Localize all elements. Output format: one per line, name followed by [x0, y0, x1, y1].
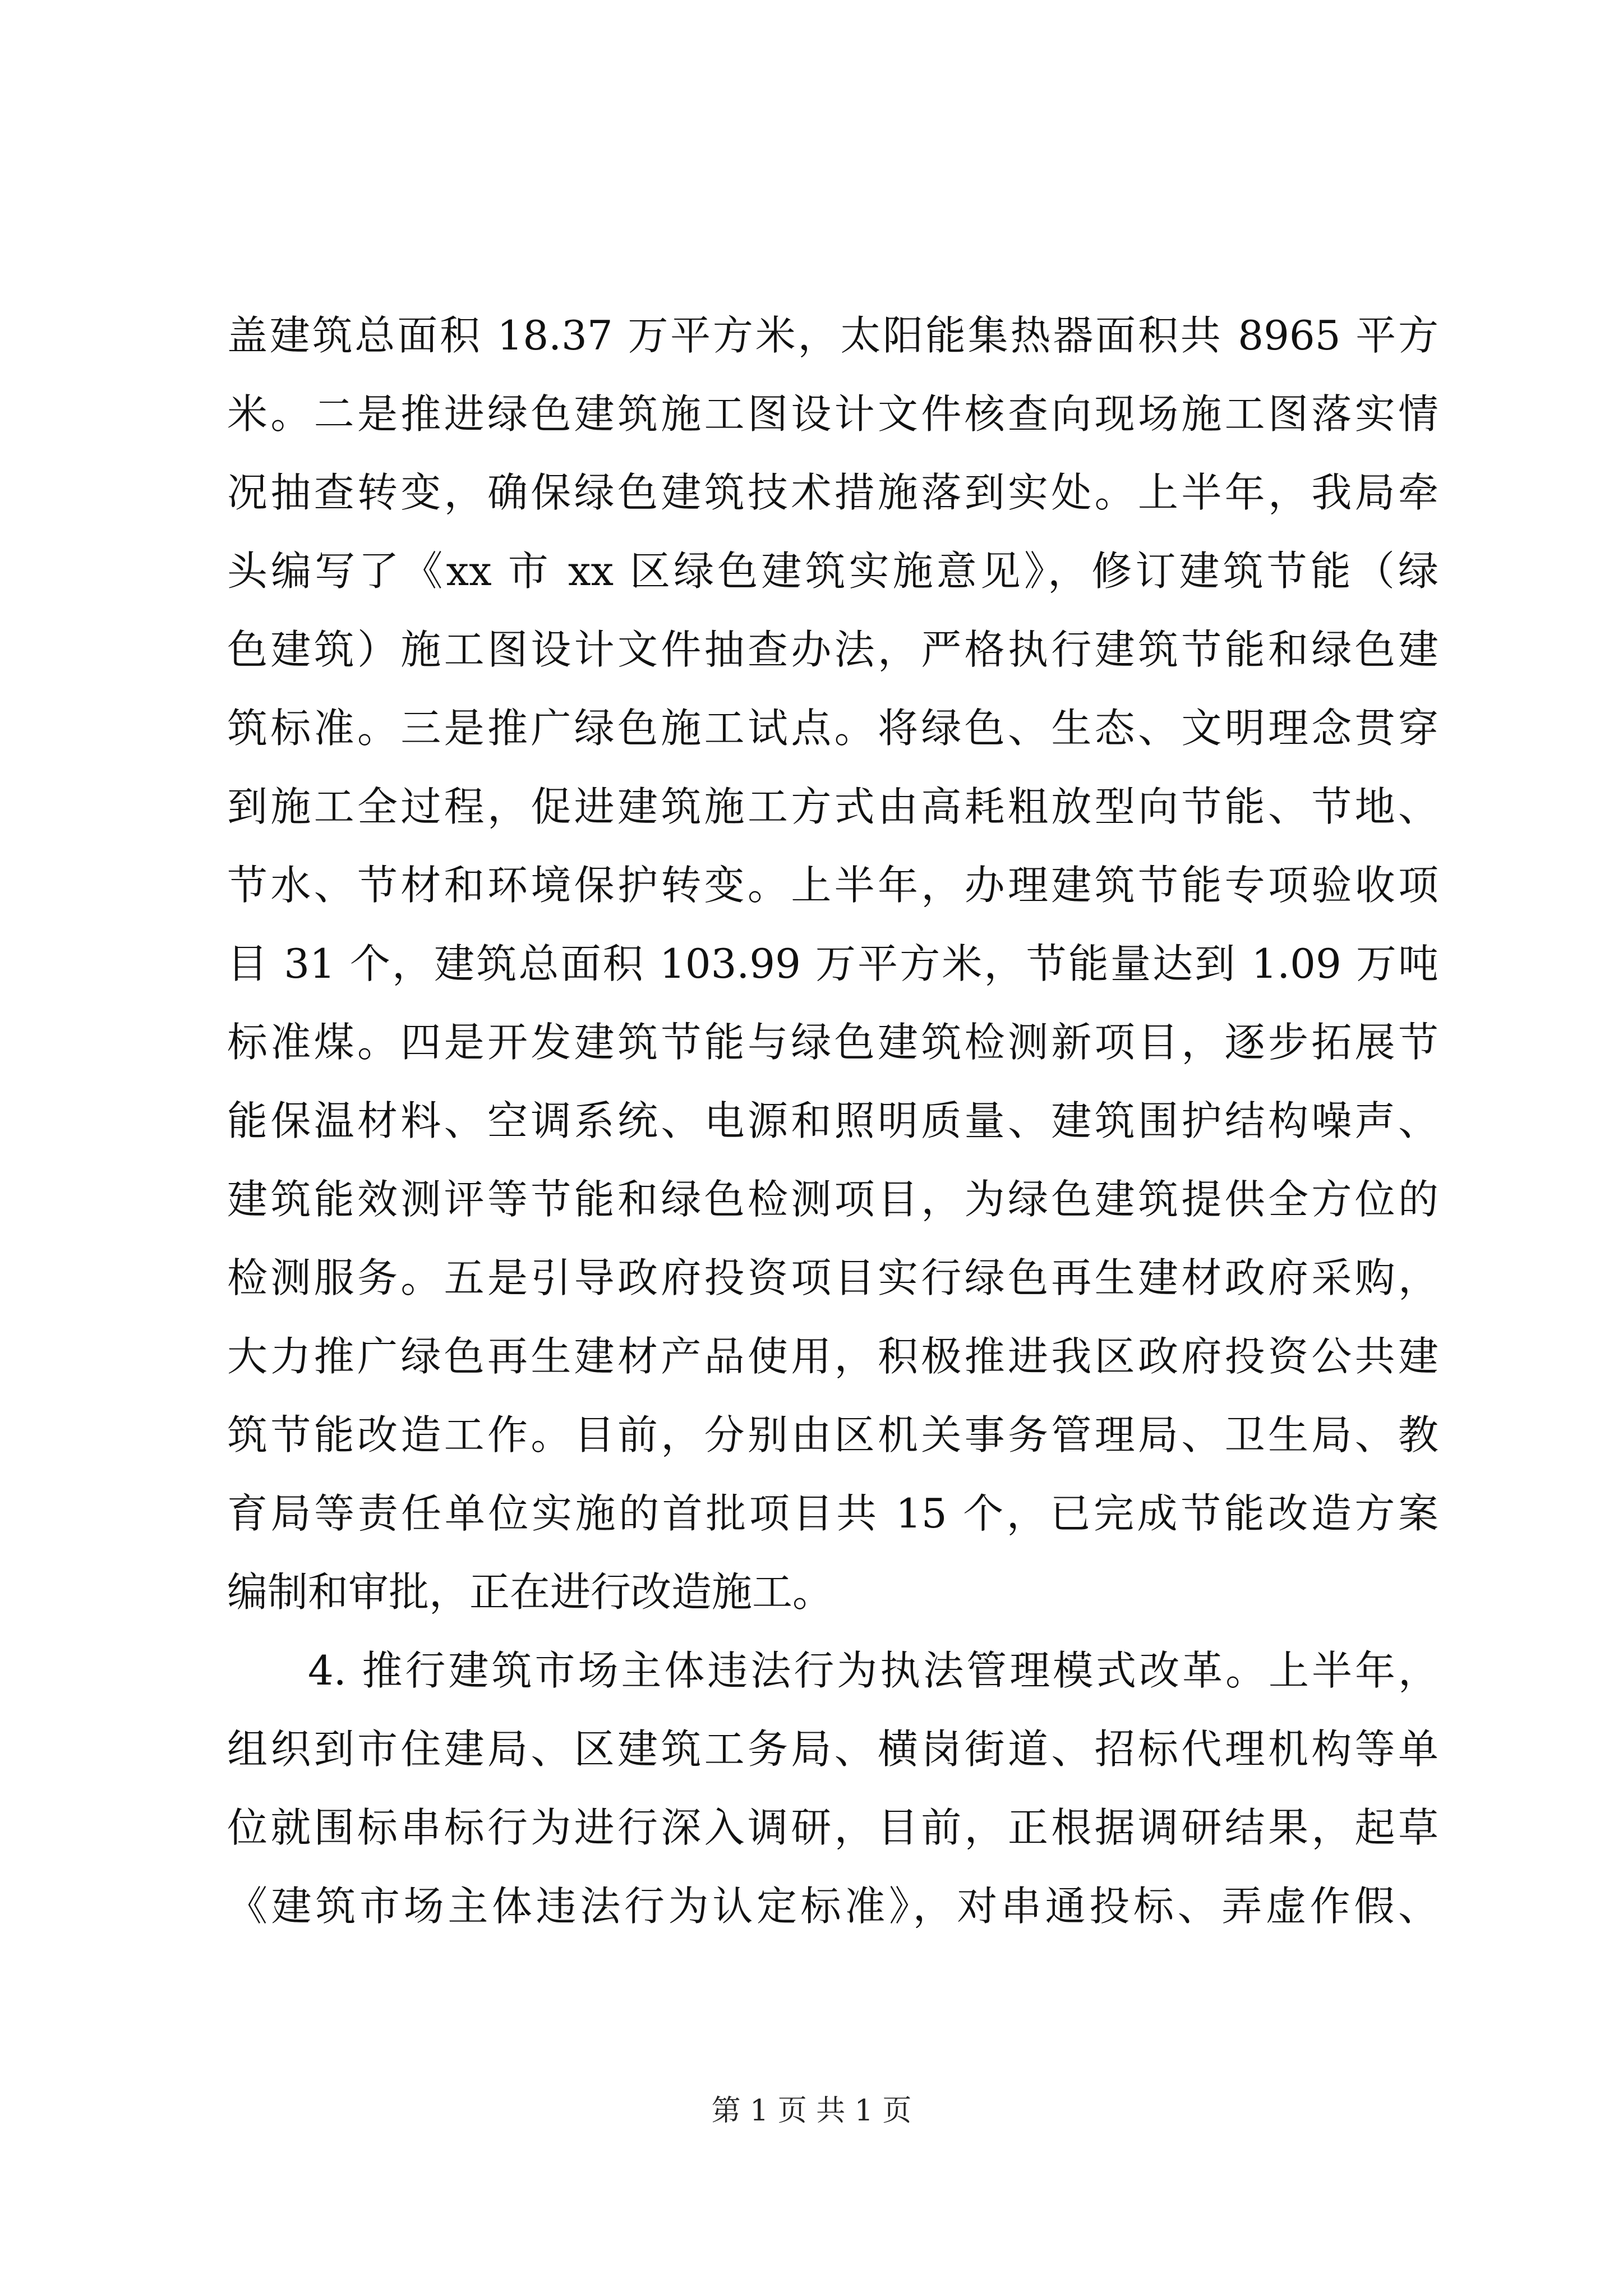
text-line: 《建筑市场主体违法行为认定标准》，对串通投标、弄虚作假、 — [227, 1883, 1438, 1930]
text-line: 能保温材料、空调系统、电源和照明质量、建筑围护结构噪声、 — [227, 1097, 1438, 1144]
text-line: 育局等责任单位实施的首批项目共 15 个，已完成节能改造方案 — [227, 1490, 1438, 1537]
paragraph-last-line: 编制和审批，正在进行改造施工。 — [227, 1568, 833, 1616]
text-line: 目 31 个，建筑总面积 103.99 万平方米，节能量达到 1.09 万吨 — [227, 940, 1438, 987]
text-line: 头编写了《xx 市 xx 区绿色建筑实施意见》，修订建筑节能（绿 — [227, 547, 1438, 595]
page-number: 第 1 页 共 1 页 — [711, 2094, 912, 2128]
text-line: 节水、节材和环境保护转变。上半年，办理建筑节能专项验收项 — [227, 862, 1438, 909]
text-line: 检测服务。五是引导政府投资项目实行绿色再生建材政府采购， — [227, 1254, 1438, 1301]
document-body — [227, 296, 1438, 1945]
text-line: 标准煤。四是开发建筑节能与绿色建筑检测新项目，逐步拓展节 — [227, 1019, 1438, 1066]
text-line: 色建筑）施工图设计文件抽查办法，严格执行建筑节能和绿色建 — [227, 626, 1438, 673]
text-line: 大力推广绿色再生建材产品使用，积极推进我区政府投资公共建 — [227, 1333, 1438, 1380]
text-line: 到施工全过程，促进建筑施工方式由高耗粗放型向节能、节地、 — [227, 783, 1438, 830]
text-line: 组织到市住建局、区建筑工务局、横岗街道、招标代理机构等单 — [227, 1726, 1438, 1773]
text-line: 况抽查转变，确保绿色建筑技术措施落到实处。上半年，我局牵 — [227, 469, 1438, 516]
text-line: 筑节能改造工作。目前，分别由区机关事务管理局、卫生局、教 — [227, 1411, 1438, 1458]
text-line: 盖建筑总面积 18.37 万平方米，太阳能集热器面积共 8965 平方 — [227, 312, 1438, 359]
text-line: 建筑能效测评等节能和绿色检测项目，为绿色建筑提供全方位的 — [227, 1176, 1438, 1223]
text-line: 位就围标串标行为进行深入调研，目前，正根据调研结果，起草 — [227, 1804, 1438, 1851]
text-line: 米。二是推进绿色建筑施工图设计文件核查向现场施工图落实情 — [227, 390, 1438, 438]
page-footer — [0, 2087, 1623, 2129]
paragraph-first-line: 4. 推行建筑市场主体违法行为执法管理模式改革。上半年， — [308, 1647, 1438, 1694]
text-line: 筑标准。三是推广绿色施工试点。将绿色、生态、文明理念贯穿 — [227, 705, 1438, 752]
